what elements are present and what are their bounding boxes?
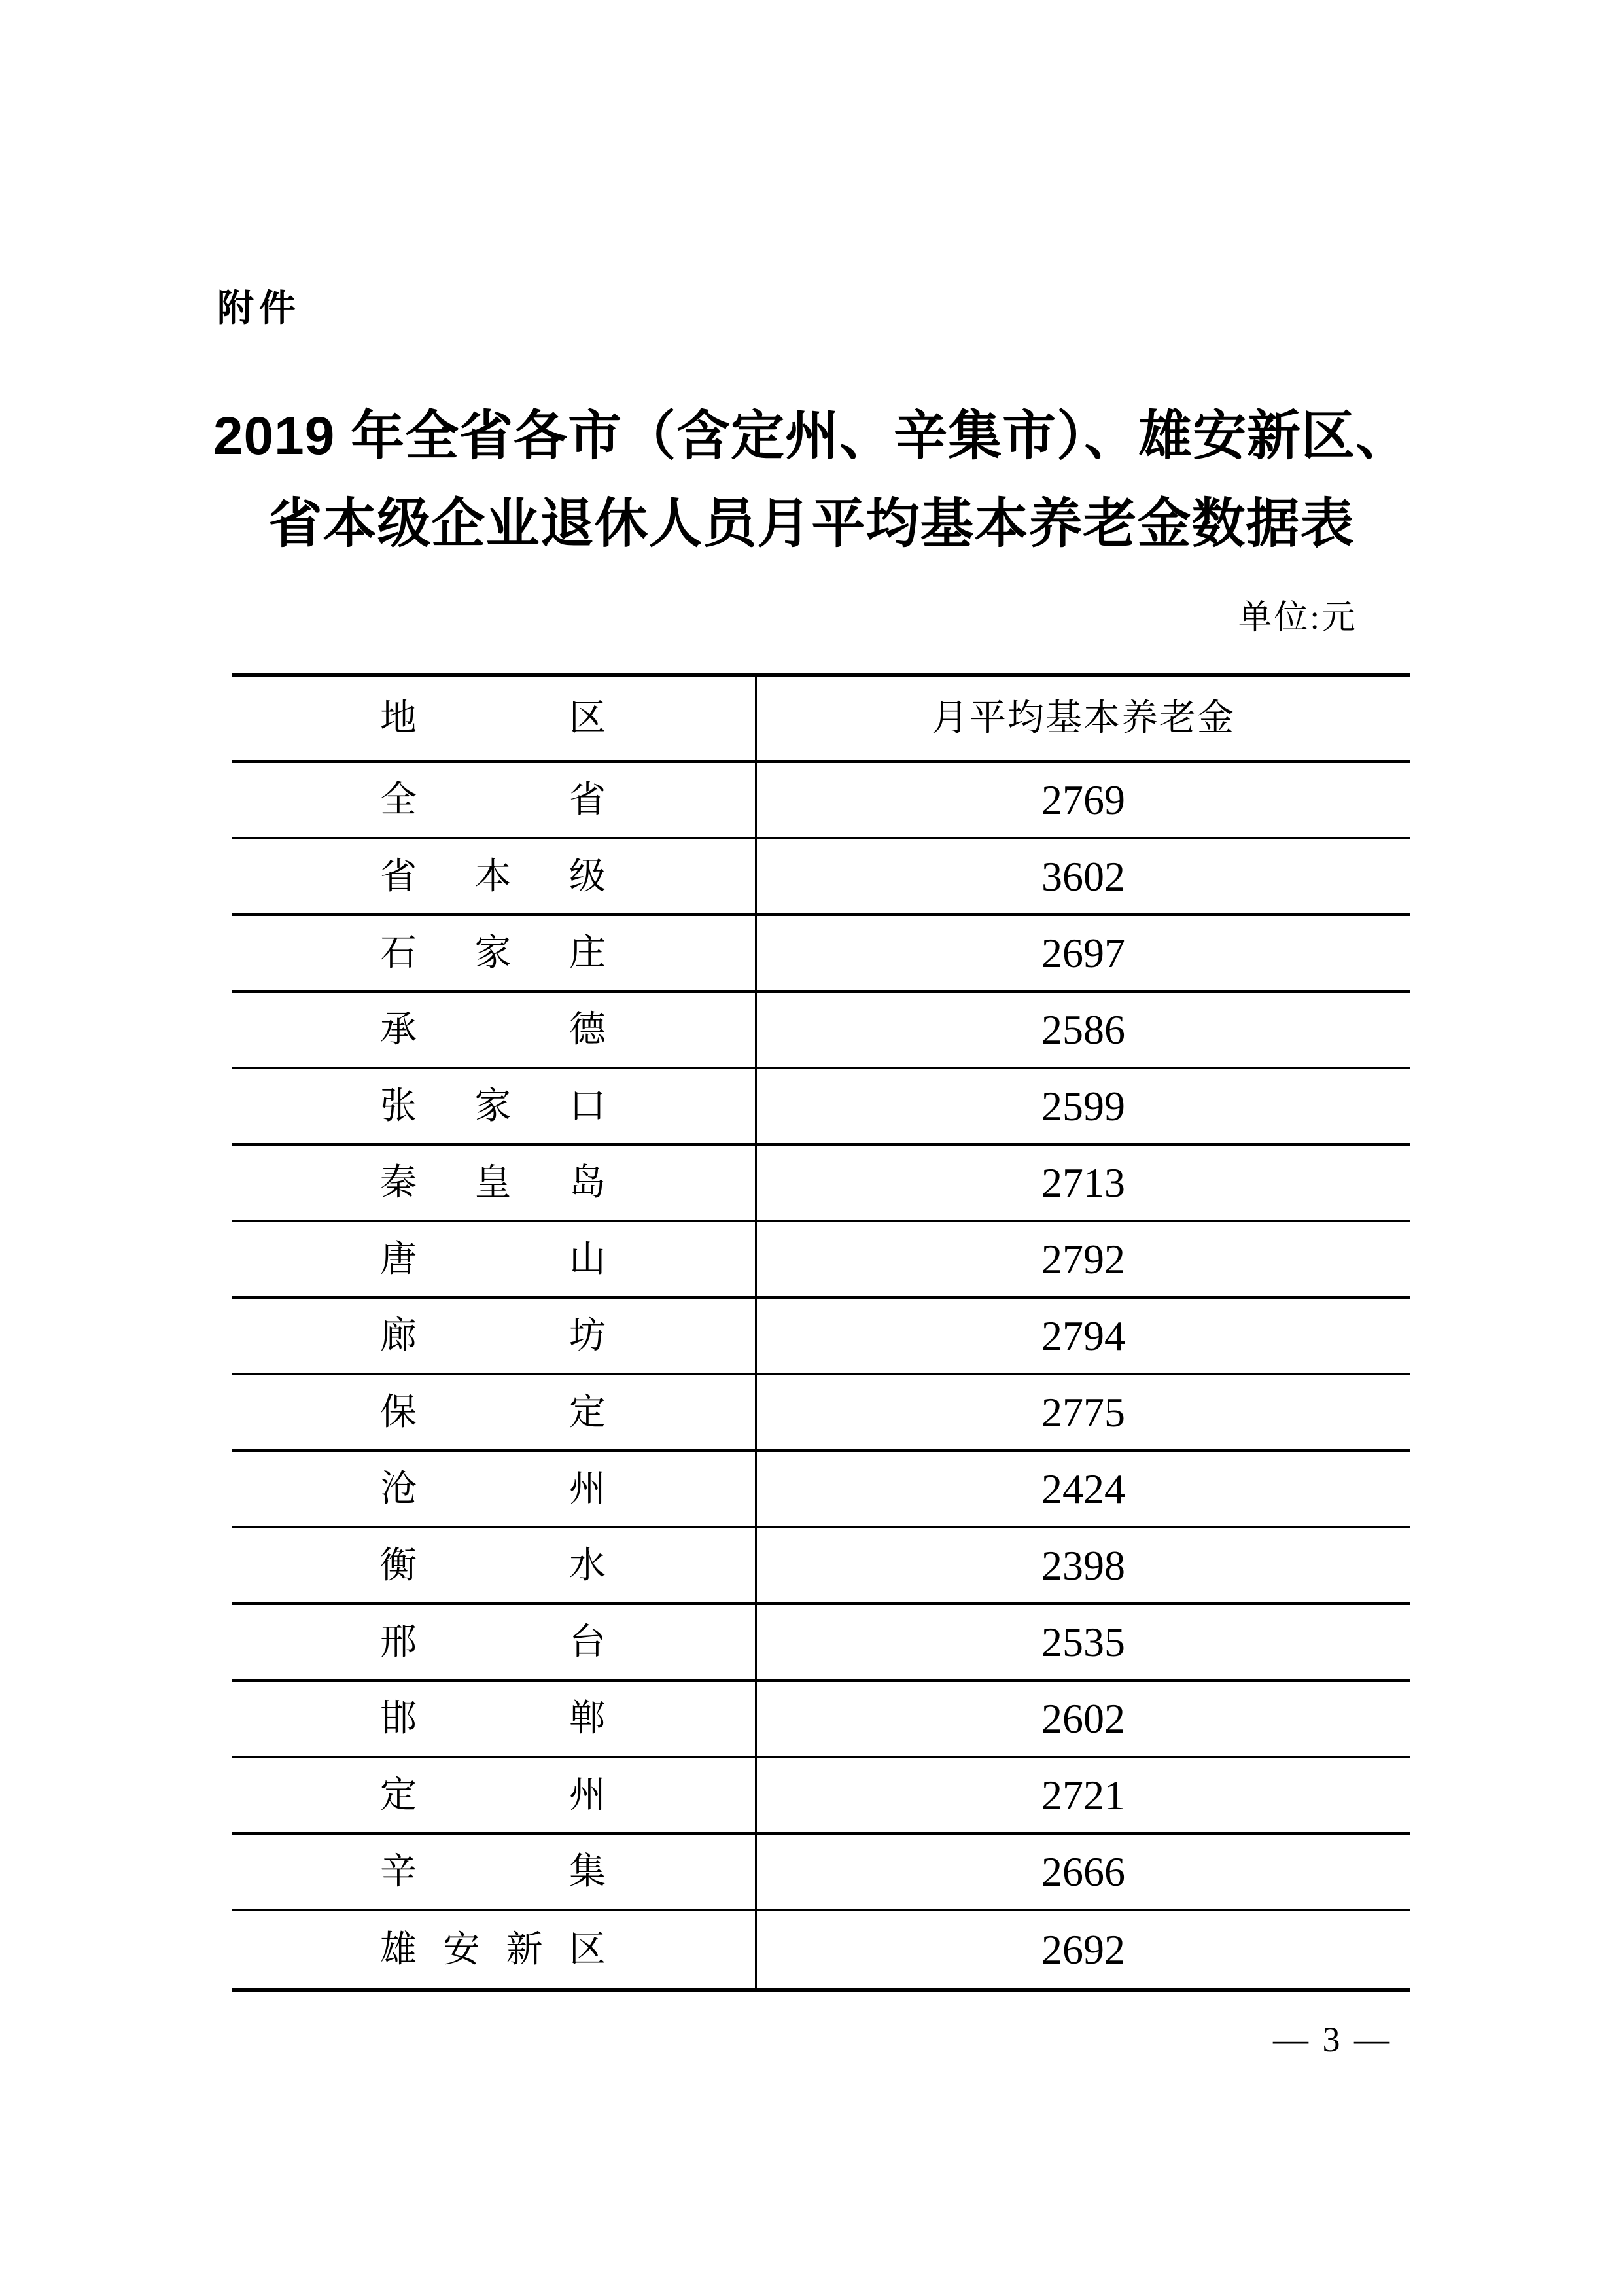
- pension-value: 3602: [1041, 853, 1125, 900]
- document-title-line-2: 省本级企业退休人员月平均基本养老金数据表: [268, 494, 1355, 554]
- table-row: [232, 1682, 1410, 1758]
- region-cell: [232, 1911, 757, 1988]
- region-cell: [232, 1758, 757, 1832]
- region-cell: [232, 1146, 757, 1220]
- region-cell: [232, 916, 757, 990]
- region-name: 沧 州: [380, 1468, 606, 1510]
- table-row: [232, 993, 1410, 1069]
- region-cell: [232, 1069, 757, 1143]
- region-cell: [232, 1682, 757, 1756]
- table-row: [232, 839, 1410, 916]
- pension-value: 2666: [1041, 1848, 1125, 1895]
- table-row: [232, 916, 1410, 993]
- table-row: [232, 1375, 1410, 1452]
- region-name: 唐 山: [380, 1239, 606, 1280]
- region-name: 张 家 口: [380, 1086, 606, 1127]
- region-cell: [232, 993, 757, 1067]
- pension-value: 2599: [1041, 1082, 1125, 1129]
- pension-value: 2424: [1041, 1465, 1125, 1512]
- table-row: [232, 1758, 1410, 1835]
- pension-value: 2586: [1041, 1006, 1125, 1053]
- pension-value: 2697: [1041, 929, 1125, 976]
- region-cell: [232, 1375, 757, 1449]
- region-name: 衡 水: [380, 1545, 606, 1586]
- pension-value: 2794: [1041, 1312, 1125, 1359]
- pension-value: 2713: [1041, 1159, 1125, 1206]
- table-header-row: [232, 677, 1410, 763]
- pension-value: 2721: [1041, 1771, 1125, 1818]
- table-row: [232, 1605, 1410, 1682]
- region-cell: [232, 839, 757, 913]
- region-cell: [232, 1528, 757, 1602]
- header-pension-label: 月平均基本养老金: [932, 698, 1235, 739]
- document-title: [0, 393, 1623, 568]
- region-cell: [232, 1222, 757, 1296]
- page-number: — 3 —: [1273, 2020, 1392, 2059]
- region-name: 辛 集: [380, 1851, 606, 1892]
- region-cell: [232, 763, 757, 837]
- region-cell: [232, 1835, 757, 1909]
- region-cell: [232, 1299, 757, 1373]
- pension-value: 2775: [1041, 1388, 1125, 1436]
- region-name: 保 定: [380, 1392, 606, 1433]
- table-row: [232, 1835, 1410, 1911]
- region-name: 廊 坊: [380, 1315, 606, 1356]
- table-row: [232, 763, 1410, 839]
- region-name: 承 德: [380, 1009, 606, 1050]
- region-cell: [232, 1605, 757, 1679]
- table-row: [232, 1528, 1410, 1605]
- header-region-cell: [232, 677, 757, 760]
- region-cell: [232, 1452, 757, 1526]
- table-row: [232, 1299, 1410, 1375]
- header-region-label: 地 区: [380, 698, 606, 739]
- table-row: [232, 1222, 1410, 1299]
- region-name: 秦 皇 岛: [380, 1162, 606, 1203]
- document-title-line-1: 2019 年全省各市（含定州、辛集市）、雄安新区、: [213, 406, 1410, 466]
- region-name: 雄 安 新 区: [380, 1929, 606, 1970]
- region-name: 定 州: [380, 1775, 606, 1816]
- region-name: 石 家 庄: [380, 932, 606, 974]
- table-row: [232, 1911, 1410, 1988]
- pension-value: 2792: [1041, 1235, 1125, 1282]
- pension-value: 2692: [1041, 1926, 1125, 1973]
- pension-value: 2602: [1041, 1695, 1125, 1742]
- pension-value: 2535: [1041, 1618, 1125, 1665]
- unit-label: 单位:元: [1238, 599, 1357, 637]
- region-name: 全 省: [380, 779, 606, 821]
- table-row: [232, 1452, 1410, 1528]
- table-row: [232, 1069, 1410, 1146]
- attachment-label: 附件: [217, 287, 301, 328]
- table-row: [232, 1146, 1410, 1222]
- region-name: 省 本 级: [380, 856, 606, 897]
- pension-value: 2769: [1041, 776, 1125, 823]
- pension-value: 2398: [1041, 1542, 1125, 1589]
- region-name: 邢 台: [380, 1621, 606, 1663]
- pension-table: [232, 673, 1410, 1992]
- region-name: 邯 郸: [380, 1698, 606, 1739]
